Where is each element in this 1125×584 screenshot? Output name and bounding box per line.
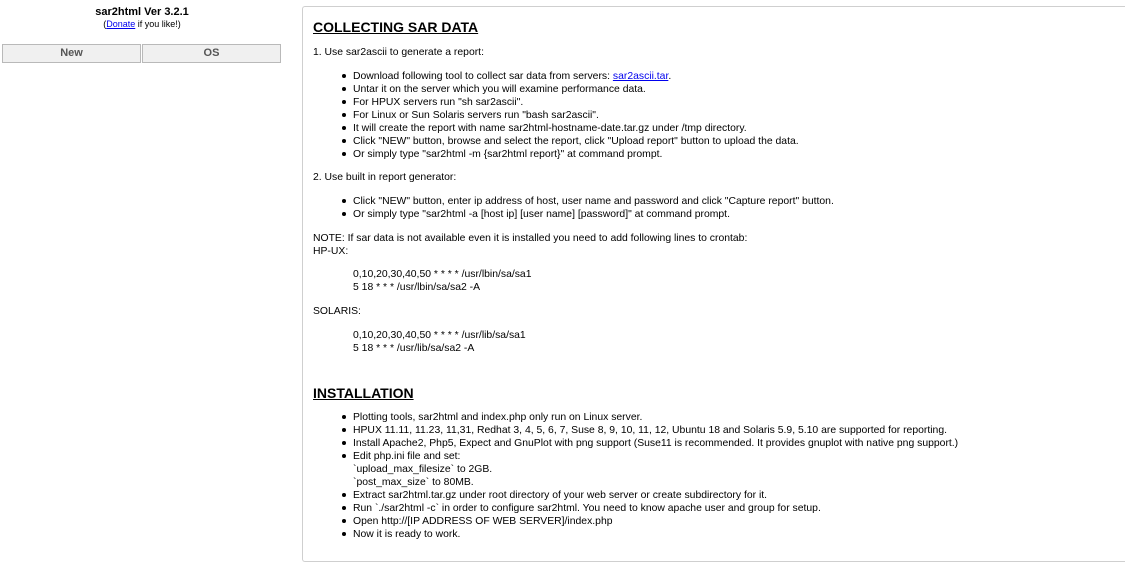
list-item: Now it is ready to work.: [353, 528, 958, 541]
list-item-subline: `post_max_size` to 80MB.: [353, 477, 474, 488]
crontab-line: 5 18 * * * /usr/lib/sa/sa2 -A: [353, 343, 475, 354]
donate-suffix: if you like!): [135, 19, 181, 29]
hpux-crontab: [313, 268, 532, 294]
list-item-text: Edit php.ini file and set:: [353, 451, 461, 462]
donate-prefix: (: [103, 19, 107, 29]
list-item: [353, 70, 799, 83]
hpux-label: HP-UX:: [313, 246, 349, 257]
step2-label: 2. Use built in report generator:: [313, 172, 457, 183]
list-item: Or simply type "sar2html -m {sar2html report}" at command prompt.: [353, 148, 799, 161]
new-button[interactable]: New: [2, 44, 141, 63]
crontab-line: 0,10,20,30,40,50 * * * * /usr/lib/sa/sa1: [353, 330, 526, 341]
content-panel: [302, 6, 1125, 562]
list-item: Run `./sar2html -c` in order to configure sar2html. You need to know apache user and group for setup.: [353, 502, 958, 515]
step1-list: [313, 70, 799, 161]
list-item-text: Download following tool to collect sar data from servers:: [353, 71, 613, 82]
crontab-line: 5 18 * * * /usr/lbin/sa/sa2 -A: [353, 282, 481, 293]
list-item: Plotting tools, sar2html and index.php only run on Linux server.: [353, 411, 958, 424]
sar2ascii-download-link[interactable]: sar2ascii.tar: [612, 71, 669, 82]
list-item-subline: `upload_max_filesize` to 2GB.: [353, 464, 493, 475]
collecting-heading: COLLECTING SAR DATA: [313, 19, 479, 35]
donate-link[interactable]: Donate: [106, 19, 136, 29]
os-button[interactable]: OS: [142, 44, 281, 63]
installation-heading: INSTALLATION: [313, 385, 414, 401]
app-title: sar2html Ver 3.2.1: [95, 6, 189, 18]
crontab-line: 0,10,20,30,40,50 * * * * /usr/lbin/sa/sa1: [353, 269, 532, 280]
installation-section: [313, 384, 414, 402]
list-item: For HPUX servers run "sh sar2ascii".: [353, 96, 799, 109]
list-item: It will create the report with name sar2html-hostname-date.tar.gz under /tmp directory.: [353, 122, 799, 135]
list-item: [353, 450, 958, 489]
list-item: Click "NEW" button, browse and select the report, click "Upload report" button to upload the data.: [353, 136, 799, 147]
installation-list: [313, 411, 958, 541]
crontab-note: NOTE: If sar data is not available even it is installed you need to add following lines to crontab:: [313, 233, 748, 244]
list-item: HPUX 11.11, 11.23, 11,31, Redhat 3, 4, 5, 6, 7, Suse 8, 9, 10, 11, 12, Ubuntu 18 and Solaris 5.9, 5.10 are supported for reporting.: [353, 424, 958, 437]
list-item-text: .: [668, 71, 672, 82]
list-item: Untar it on the server which you will examine performance data.: [353, 83, 799, 96]
step1-label: 1. Use sar2ascii to generate a report:: [313, 47, 484, 58]
list-item: Click "NEW" button, enter ip address of host, user name and password and click "Capture report" button.: [353, 196, 834, 207]
donate-line: [0, 19, 284, 30]
list-item: Install Apache2, Php5, Expect and GnuPlot with png support (Suse11 is recommended. It provides gnuplot with native png support.): [353, 438, 959, 449]
list-item: Open http://[IP ADDRESS OF WEB SERVER]/index.php: [353, 515, 958, 528]
solaris-label: SOLARIS:: [313, 306, 361, 317]
list-item: Extract sar2html.tar.gz under root directory of your web server or create subdirectory for it.: [353, 489, 958, 502]
solaris-crontab: [313, 329, 526, 355]
step2-list: [313, 195, 834, 221]
list-item: For Linux or Sun Solaris servers run "bash sar2ascii".: [353, 109, 799, 122]
collecting-section: [313, 18, 478, 36]
list-item: Or simply type "sar2html -a [host ip] [user name] [password]" at command prompt.: [353, 208, 834, 221]
